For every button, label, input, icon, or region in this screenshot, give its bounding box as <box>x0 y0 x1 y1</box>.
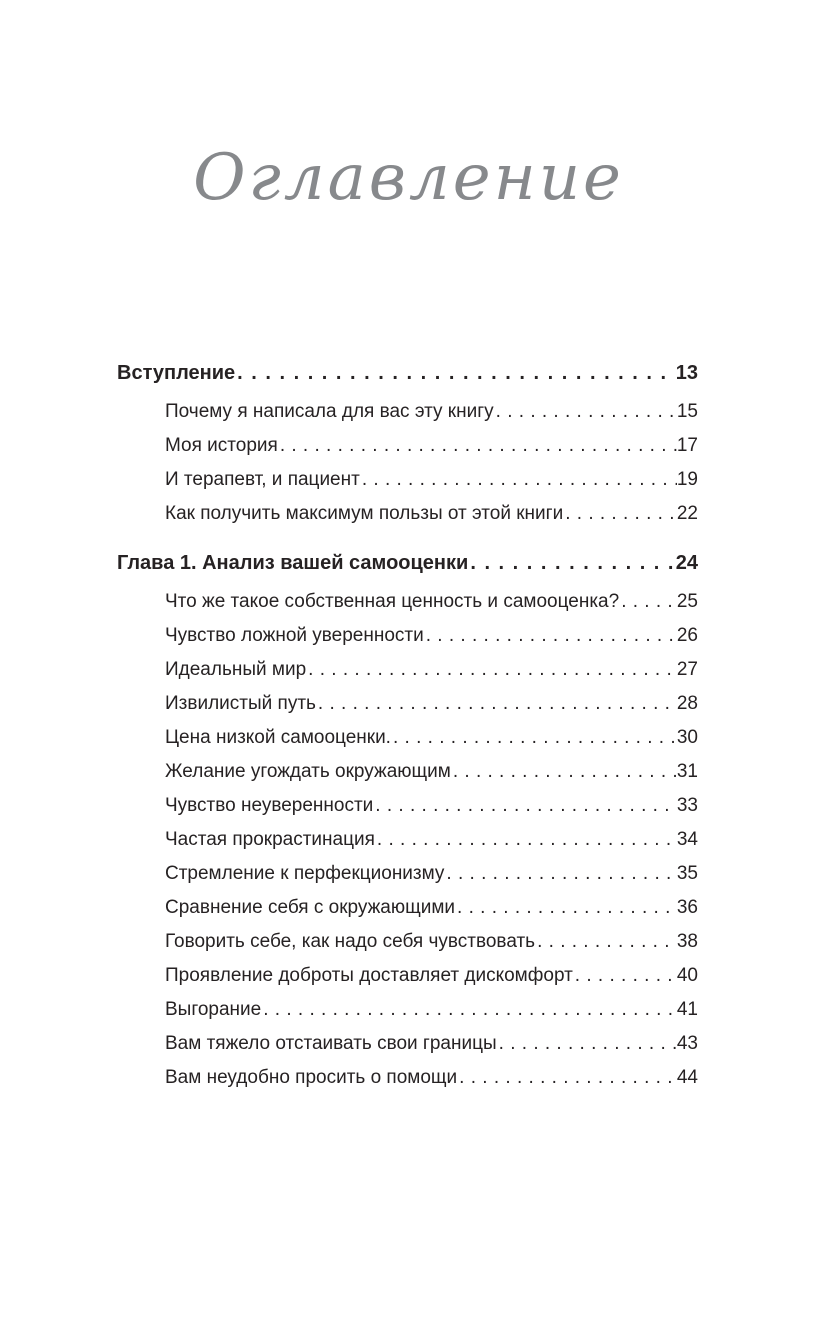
toc-entry-label: Идеальный мир <box>165 659 307 680</box>
toc-entry-label: Вступление <box>117 362 236 384</box>
dot-leader <box>280 429 677 463</box>
toc-entry-page: 30 <box>676 727 698 748</box>
dot-leader <box>377 823 677 857</box>
toc-entry-page: 17 <box>676 435 698 456</box>
toc-entry-page: 33 <box>676 795 698 816</box>
dot-leader <box>459 1061 677 1095</box>
toc-item <box>117 857 698 891</box>
toc-item <box>117 755 698 789</box>
toc-list <box>117 356 698 1095</box>
dot-leader <box>263 993 677 1027</box>
toc-entry-label: Выгорание <box>165 999 262 1020</box>
toc-entry-page: 27 <box>676 659 698 680</box>
toc-entry-page: 44 <box>676 1067 698 1088</box>
toc-entry-label: Цена низкой самооценки. <box>165 727 391 748</box>
toc-item <box>117 925 698 959</box>
toc-entry-label: Стремление к перфекционизму <box>165 863 445 884</box>
toc-entry-page: 38 <box>676 931 698 952</box>
dot-leader <box>308 653 677 687</box>
toc-entry-label: Извилистый путь <box>165 693 316 714</box>
toc-item <box>117 395 698 429</box>
toc-entry-page: 36 <box>676 897 698 918</box>
toc-section-heading <box>117 356 698 390</box>
toc-item <box>117 653 698 687</box>
toc-item <box>117 619 698 653</box>
toc-entry-page: 26 <box>676 625 698 646</box>
dot-leader <box>470 546 675 580</box>
toc-item <box>117 721 698 755</box>
toc-entry-page: 35 <box>676 863 698 884</box>
toc-item <box>117 891 698 925</box>
toc-entry-page: 13 <box>675 362 698 384</box>
toc-entry-label: Проявление доброты доставляет дискомфорт <box>165 965 573 986</box>
toc-entry-label: Глава 1. Анализ вашей самооценки <box>117 552 469 574</box>
dot-leader <box>565 497 677 531</box>
toc-item <box>117 429 698 463</box>
toc-entry-page: 31 <box>676 761 698 782</box>
toc-page <box>0 132 817 1332</box>
toc-entry-label: Желание угождать окружающим <box>165 761 451 782</box>
toc-entry-page: 43 <box>676 1033 698 1054</box>
toc-section-heading <box>117 546 698 580</box>
toc-entry-label: И терапевт, и пациент <box>165 469 360 490</box>
toc-entry-page: 19 <box>676 469 698 490</box>
toc-entry-label: Вам тяжело отстаивать свои границы <box>165 1033 497 1054</box>
dot-leader <box>393 721 677 755</box>
toc-entry-page: 28 <box>676 693 698 714</box>
toc-item <box>117 959 698 993</box>
toc-entry-label: Что же такое собственная ценность и самооценка? <box>165 591 620 612</box>
dot-leader <box>237 356 676 390</box>
dot-leader <box>318 687 677 721</box>
page-title: Оглавление <box>193 141 624 215</box>
toc-entry-label: Чувство неуверенности <box>165 795 374 816</box>
toc-item <box>117 993 698 1027</box>
dot-leader <box>499 1027 677 1061</box>
toc-entry-label: Говорить себе, как надо себя чувствовать <box>165 931 536 952</box>
toc-entry-page: 15 <box>676 401 698 422</box>
toc-entry-label: Как получить максимум пользы от этой книги <box>165 503 564 524</box>
toc-section <box>117 356 698 531</box>
dot-leader <box>575 959 677 993</box>
toc-entry-page: 34 <box>676 829 698 850</box>
dot-leader <box>446 857 676 891</box>
toc-entry-label: Чувство ложной уверенности <box>165 625 424 646</box>
toc-entry-page: 25 <box>676 591 698 612</box>
toc-entry-page: 22 <box>676 503 698 524</box>
dot-leader <box>621 585 677 619</box>
toc-item <box>117 497 698 531</box>
toc-entry-label: Сравнение себя с окружающими <box>165 897 456 918</box>
dot-leader <box>426 619 677 653</box>
toc-item <box>117 463 698 497</box>
dot-leader <box>362 463 677 497</box>
toc-entry-label: Почему я написала для вас эту книгу <box>165 401 494 422</box>
toc-item <box>117 585 698 619</box>
toc-item <box>117 823 698 857</box>
dot-leader <box>453 755 677 789</box>
toc-item <box>117 789 698 823</box>
toc-entry-label: Вам неудобно просить о помощи <box>165 1067 458 1088</box>
toc-section <box>117 546 698 1095</box>
toc-item <box>117 687 698 721</box>
toc-entry-page: 24 <box>675 552 698 574</box>
toc-item <box>117 1027 698 1061</box>
toc-entry-page: 41 <box>676 999 698 1020</box>
toc-entry-label: Частая прокрастинация <box>165 829 375 850</box>
toc-entry-page: 40 <box>676 965 698 986</box>
dot-leader <box>537 925 677 959</box>
dot-leader <box>457 891 677 925</box>
toc-item <box>117 1061 698 1095</box>
toc-entry-label: Моя история <box>165 435 278 456</box>
dot-leader <box>375 789 677 823</box>
dot-leader <box>496 395 677 429</box>
